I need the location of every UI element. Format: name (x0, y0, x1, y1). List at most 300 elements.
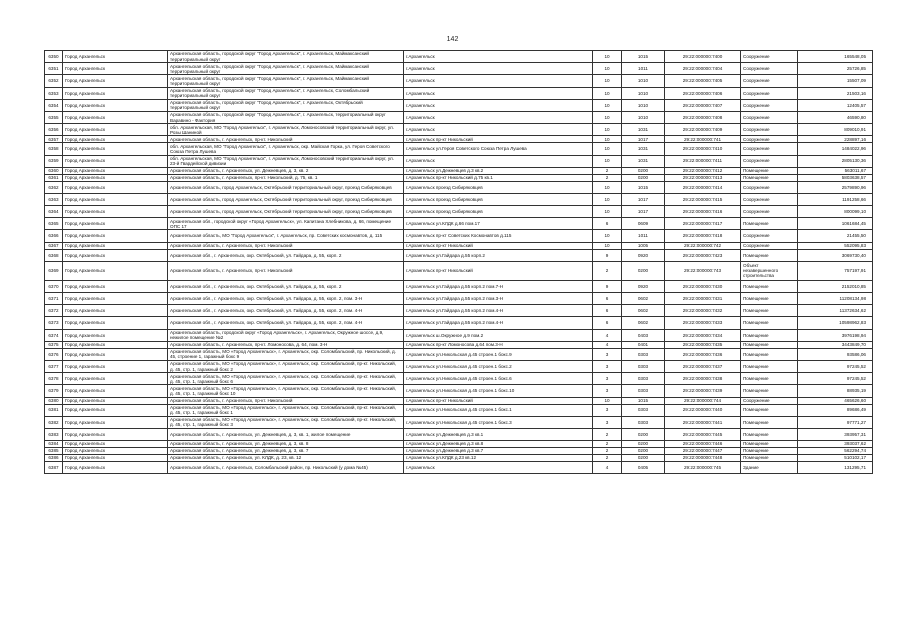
cadastral-number-cell: 29:22:000000:7409 (665, 124, 741, 136)
subgroup-code-cell: 0200 (622, 441, 665, 448)
location-cell: г.Архангельск ул.Дежневцев д.3 кв.2 (404, 167, 593, 174)
group-code-cell: 2 (593, 455, 622, 462)
municipality-cell: Город Архангельск (63, 348, 168, 360)
cadastral-value-cell: 3976198,94 (798, 329, 873, 341)
cadastral-number-cell: 29:22:000000:7400 (665, 51, 741, 63)
table-row (45, 397, 873, 404)
group-code-cell: 3 (593, 385, 622, 397)
location-cell: г.Архангельск пр-кт Никольский д.75 кв.1 (404, 174, 593, 181)
cadastral-value-cell: 1061684,45 (798, 218, 873, 230)
municipality-cell: Город Архангельск (63, 448, 168, 455)
cadastral-value-cell: 510102,17 (798, 455, 873, 462)
row-number-cell: 6363 (45, 193, 63, 205)
municipality-cell: Город Архангельск (63, 206, 168, 218)
cadastral-number-cell: 29:22:000000:7412 (665, 167, 741, 174)
group-code-cell: 10 (593, 181, 622, 193)
location-cell: г.Архангельск (404, 462, 593, 474)
table-row (45, 428, 873, 440)
subgroup-code-cell: 0602 (622, 293, 665, 305)
municipality-cell: Город Архангельск (63, 51, 168, 63)
subgroup-code-cell: 0303 (622, 385, 665, 397)
row-number-cell: 6368 (45, 249, 63, 261)
municipality-cell: Город Архангельск (63, 124, 168, 136)
cadastral-number-cell: 29:22:000000:7416 (665, 206, 741, 218)
location-cell: г.Архангельск ул.Никольская д.45 строен.1 бокс.10 (404, 385, 593, 397)
group-code-cell: 2 (593, 261, 622, 280)
subgroup-code-cell: 0303 (622, 360, 665, 372)
municipality-cell: Город Архангельск (63, 167, 168, 174)
row-number-cell: 6370 (45, 280, 63, 292)
table-row (45, 373, 873, 385)
location-cell: г.Архангельск пр-кт Никольский (404, 242, 593, 249)
row-number-cell: 6355 (45, 111, 63, 123)
location-cell: г.Архангельск (404, 51, 593, 63)
address-cell: Архангельская область, г. Архангельск, ул. Дежневцев, д. 3, кв. 7 (168, 448, 404, 455)
group-code-cell: 10 (593, 193, 622, 205)
address-cell: Архангельская область, город Архангельск, Октябрьский территориальный округ, проезд Сибиряковцев (168, 206, 404, 218)
cadastral-value-cell: 2579890,96 (798, 181, 873, 193)
group-code-cell: 10 (593, 206, 622, 218)
municipality-cell: Город Архангельск (63, 416, 168, 428)
table-row (45, 448, 873, 455)
table-row (45, 455, 873, 462)
cadastral-number-cell: 29:22:000000:7439 (665, 385, 741, 397)
address-cell: Архангельская область, МО «Город Архангельск», г. Архангельск, окр. Соломбальский, пр-кт. Никольский, д. 45, стр. 1, гаражный бокс 3 (168, 416, 404, 428)
address-cell: Архангельская область, г. Архангельск, пр-кт. Никольский (168, 242, 404, 249)
object-type-cell: Помещение (741, 341, 798, 348)
group-code-cell: 2 (593, 441, 622, 448)
cadastral-number-cell: 29:22:000000:7432 (665, 305, 741, 317)
cadastral-value-cell: 809010,91 (798, 124, 873, 136)
group-code-cell: 10 (593, 75, 622, 87)
municipality-cell: Город Архангельск (63, 218, 168, 230)
address-cell: обл. Архангельская, МО "Город Архангельск", г. Архангельск, Ломоносовский территориальный округ, ул. 23-й Гвардейской дивизии (168, 155, 404, 167)
group-code-cell: 10 (593, 51, 622, 63)
municipality-cell: Город Архангельск (63, 317, 168, 329)
cadastral-number-cell: 29:22:000000:7434 (665, 329, 741, 341)
row-number-cell: 6369 (45, 261, 63, 280)
municipality-cell: Город Архангельск (63, 455, 168, 462)
location-cell: г.Архангельск (404, 155, 593, 167)
object-type-cell: Помещение (741, 373, 798, 385)
cadastral-value-cell: 5803638,57 (798, 174, 873, 181)
cadastral-number-cell: 29:22:000000:7438 (665, 373, 741, 385)
subgroup-code-cell: 0602 (622, 305, 665, 317)
subgroup-code-cell: 1031 (622, 155, 665, 167)
cadastral-value-cell: 562294,74 (798, 448, 873, 455)
cadastral-number-cell: 29:22:000000:7436 (665, 348, 741, 360)
cadastral-number-cell: 29:22:000000:7430 (665, 280, 741, 292)
municipality-cell: Город Архангельск (63, 280, 168, 292)
cadastral-value-cell: 1191258,66 (798, 193, 873, 205)
subgroup-code-cell: 0200 (622, 448, 665, 455)
group-code-cell: 6 (593, 305, 622, 317)
object-type-cell: Помещение (741, 360, 798, 372)
subgroup-code-cell: 0200 (622, 167, 665, 174)
municipality-cell: Город Архангельск (63, 341, 168, 348)
table-row (45, 111, 873, 123)
location-cell: г.Архангельск (404, 75, 593, 87)
cadastral-value-cell: 97245,52 (798, 373, 873, 385)
municipality-cell: Город Архангельск (63, 193, 168, 205)
table-row (45, 329, 873, 341)
location-cell: г.Архангельск ул.Дежневцев д.3 кв.1 (404, 428, 593, 440)
location-cell: г.Архангельск проезд Сибиряковцев (404, 206, 593, 218)
address-cell: Архангельская область, г. Архангельск, ул. Дежневцев, д. 3, кв. 1, жилое помещение (168, 428, 404, 440)
cadastral-value-cell: 552095,83 (798, 242, 873, 249)
object-type-cell: Сооружение (741, 206, 798, 218)
cadastral-value-cell: 2805130,36 (798, 155, 873, 167)
object-type-cell: Помещение (741, 280, 798, 292)
subgroup-code-cell: 0303 (622, 416, 665, 428)
subgroup-code-cell: 1010 (622, 99, 665, 111)
object-type-cell: Помещение (741, 218, 798, 230)
municipality-cell: Город Архангельск (63, 249, 168, 261)
group-code-cell: 2 (593, 174, 622, 181)
subgroup-code-cell: 0303 (622, 373, 665, 385)
cadastral-value-cell: 131295,71 (798, 462, 873, 474)
cadastral-value-cell: 563011,67 (798, 167, 873, 174)
group-code-cell: 2 (593, 448, 622, 455)
cadastral-value-cell: 21503,16 (798, 87, 873, 99)
group-code-cell: 9 (593, 249, 622, 261)
table-row (45, 218, 873, 230)
subgroup-code-cell: 0303 (622, 348, 665, 360)
table-row (45, 305, 873, 317)
location-cell: г.Архангельск ул.Гайдара д.55 корп.2 пом.4-Н (404, 317, 593, 329)
row-number-cell: 6361 (45, 174, 63, 181)
table-row (45, 385, 873, 397)
cadastral-value-cell: 89686,49 (798, 404, 873, 416)
cadastral-value-cell: 88935,19 (798, 385, 873, 397)
object-type-cell: Помещение (741, 249, 798, 261)
cadastral-value-cell: 3443849,70 (798, 341, 873, 348)
table-row (45, 167, 873, 174)
object-type-cell: Помещение (741, 428, 798, 440)
table-row (45, 348, 873, 360)
table-row (45, 462, 873, 474)
group-code-cell: 10 (593, 63, 622, 75)
group-code-cell: 6 (593, 218, 622, 230)
location-cell: г.Архангельск пр-кт Советских Космонавтов д.115 (404, 230, 593, 242)
subgroup-code-cell: 1010 (622, 75, 665, 87)
table-row (45, 193, 873, 205)
row-number-cell: 6373 (45, 317, 63, 329)
address-cell: Архангельская обл., г. Архангельск, окр. Октябрьский, ул. Гайдара, д. 55, корп. 2, пом. 3-Н (168, 293, 404, 305)
row-number-cell: 6383 (45, 428, 63, 440)
subgroup-code-cell: 0609 (622, 218, 665, 230)
municipality-cell: Город Архангельск (63, 75, 168, 87)
address-cell: Архангельская область, городской округ "Город Архангельск", г. Архангельск, Соломбальский территориальный округ (168, 87, 404, 99)
cadastral-value-cell: 757197,91 (798, 261, 873, 280)
municipality-cell: Город Архангельск (63, 397, 168, 404)
cadastral-value-cell: 25726,85 (798, 63, 873, 75)
location-cell: г.Архангельск проезд Сибиряковцев (404, 193, 593, 205)
table-row (45, 143, 873, 155)
table-row (45, 360, 873, 372)
subgroup-code-cell: 1011 (622, 230, 665, 242)
cadastral-number-cell: 29:22:000000:7410 (665, 143, 741, 155)
row-number-cell: 6381 (45, 404, 63, 416)
object-type-cell: Помещение (741, 317, 798, 329)
cadastral-value-cell: 165548,05 (798, 51, 873, 63)
object-type-cell: Сооружение (741, 51, 798, 63)
group-code-cell: 3 (593, 360, 622, 372)
group-code-cell: 4 (593, 462, 622, 474)
cadastral-value-cell: 11372634,62 (798, 305, 873, 317)
subgroup-code-cell: 1010 (622, 87, 665, 99)
row-number-cell: 6375 (45, 341, 63, 348)
municipality-cell: Город Архангельск (63, 261, 168, 280)
address-cell: Архангельская область, город Архангельск, Октябрьский территориальный округ, проезд Сибиряковцев (168, 193, 404, 205)
group-code-cell: 2 (593, 167, 622, 174)
cadastral-value-cell: 228897,16 (798, 136, 873, 143)
cadastral-number-cell: 29:22:000000:7447 (665, 448, 741, 455)
cadastral-number-cell: 29:22:000000:7405 (665, 75, 741, 87)
row-number-cell: 6365 (45, 218, 63, 230)
cadastral-value-cell: 97771,27 (798, 416, 873, 428)
subgroup-code-cell: 0401 (622, 341, 665, 348)
table-row (45, 181, 873, 193)
address-cell: обл. Архангельская, МО "Город Архангельск", г. Архангельск, окр. Майская Горка, ул. Героя Советского Союза Петра Лушева (168, 143, 404, 155)
cadastral-number-cell: 29:22:000000:7448 (665, 455, 741, 462)
cadastral-number-cell: 29:22:000000:7404 (665, 63, 741, 75)
row-number-cell: 6380 (45, 397, 63, 404)
location-cell: г.Архангельск пр-кт Никольский (404, 136, 593, 143)
address-cell: Архангельская область, городской округ "Город Архангельск", г. Архангельск, Маймаксанский территориальный округ (168, 63, 404, 75)
table-row (45, 63, 873, 75)
subgroup-code-cell: 0200 (622, 174, 665, 181)
object-type-cell: Сооружение (741, 99, 798, 111)
object-type-cell: Сооружение (741, 397, 798, 404)
municipality-cell: Город Архангельск (63, 111, 168, 123)
subgroup-code-cell: 1017 (622, 136, 665, 143)
municipality-cell: Город Архангельск (63, 230, 168, 242)
cadastral-value-cell: 93586,06 (798, 348, 873, 360)
cadastral-value-cell: 465626,60 (798, 397, 873, 404)
cadastral-value-cell: 97245,52 (798, 360, 873, 372)
cadastral-value-cell: 1484022,96 (798, 143, 873, 155)
location-cell: г.Архангельск проезд Сибиряковцев (404, 181, 593, 193)
address-cell: Архангельская область, г. Архангельск, ул. Дежневцев, д. 3, кв. 8 (168, 441, 404, 448)
object-type-cell: Помещение (741, 329, 798, 341)
row-number-cell: 6385 (45, 448, 63, 455)
row-number-cell: 6359 (45, 155, 63, 167)
location-cell: г.Архангельск пр-кт Никольский (404, 261, 593, 280)
address-cell: Архангельская область, г. Архангельск, пр-кт. Никольский (168, 136, 404, 143)
subgroup-code-cell: 0920 (622, 280, 665, 292)
location-cell: г.Архангельск ул.Никольская д.45 строен.1 бокс.1 (404, 404, 593, 416)
subgroup-code-cell: 0602 (622, 317, 665, 329)
group-code-cell: 6 (593, 317, 622, 329)
table-row (45, 174, 873, 181)
table-row (45, 242, 873, 249)
municipality-cell: Город Архангельск (63, 143, 168, 155)
location-cell: г.Архангельск ул.Никольская д.45 строен.1 бокс.6 (404, 373, 593, 385)
location-cell: г.Архангельск ул.Дежневцев д.3 кв.8 (404, 441, 593, 448)
group-code-cell: 2 (593, 428, 622, 440)
location-cell: г.Архангельск ул.Дежневцев д.3 кв.7 (404, 448, 593, 455)
municipality-cell: Город Архангельск (63, 99, 168, 111)
object-type-cell: Помещение (741, 348, 798, 360)
page-number: 142 (446, 36, 459, 43)
address-cell: Архангельская область, г. Архангельск, пр-кт. Никольский (168, 397, 404, 404)
location-cell: г.Архангельск ул.Гайдара д.55 корп.2 пом.3-Н (404, 293, 593, 305)
location-cell: г.Архангельск ш.Окружное д.9 пом.2 (404, 329, 593, 341)
row-number-cell: 6384 (45, 441, 63, 448)
cadastral-value-cell: 10598962,83 (798, 317, 873, 329)
municipality-cell: Город Архангельск (63, 360, 168, 372)
table-row (45, 404, 873, 416)
location-cell: г.Архангельск ул.КЛДК д.23 кв.12 (404, 455, 593, 462)
address-cell: Архангельская область, МО "Город Архангельск", г. Архангельск, пр. Советских космонавтов, д. 115 (168, 230, 404, 242)
row-number-cell: 6357 (45, 136, 63, 143)
subgroup-code-cell: 1017 (622, 193, 665, 205)
address-cell: Архангельская область, городской округ «Город Архангельск», г. Архангельск, Окружное шоссе, д.9, нежилое помещение №2 (168, 329, 404, 341)
table-row (45, 280, 873, 292)
object-type-cell: Сооружение (741, 181, 798, 193)
cadastral-value-cell: 393957,31 (798, 428, 873, 440)
table-row (45, 441, 873, 448)
address-cell: Архангельская область, городской округ "Город Архангельск", г. Архангельск, Маймаксанский территориальный округ (168, 75, 404, 87)
object-type-cell: Сооружение (741, 193, 798, 205)
row-number-cell: 6382 (45, 416, 63, 428)
cadastral-number-cell: 29:22:000000:7440 (665, 404, 741, 416)
group-code-cell: 3 (593, 348, 622, 360)
group-code-cell: 10 (593, 155, 622, 167)
row-number-cell: 6376 (45, 348, 63, 360)
table-row (45, 87, 873, 99)
row-number-cell: 6356 (45, 124, 63, 136)
address-cell: Архангельская область, МО «Город Архангельск», г. Архангельск, окр. Соломбальский, пр-кт. Никольский, д. 45, стр. 1, гаражный бокс 2 (168, 360, 404, 372)
municipality-cell: Город Архангельск (63, 441, 168, 448)
address-cell: Архангельская область, г. Архангельск, ул. КЛДК, д. 23, кв. 12 (168, 455, 404, 462)
municipality-cell: Город Архангельск (63, 87, 168, 99)
address-cell: Архангельская область, МО «Город Архангельск», г. Архангельск, окр. Соломбальский, пр-кт. Никольский, д. 45, стр. 1, гаражный бокс 10 (168, 385, 404, 397)
object-type-cell: Помещение (741, 385, 798, 397)
group-code-cell: 10 (593, 230, 622, 242)
group-code-cell: 9 (593, 280, 622, 292)
municipality-cell: Город Архангельск (63, 428, 168, 440)
subgroup-code-cell: 1017 (622, 206, 665, 218)
cadastral-number-cell: 29:22:000000:7417 (665, 218, 741, 230)
subgroup-code-cell: 0405 (622, 462, 665, 474)
table-row (45, 51, 873, 63)
location-cell: г.Архангельск ул.Никольская д.45 строен.1 бокс.3 (404, 416, 593, 428)
object-type-cell: Сооружение (741, 230, 798, 242)
row-number-cell: 6367 (45, 242, 63, 249)
subgroup-code-cell: 0200 (622, 455, 665, 462)
object-type-cell: Помещение (741, 167, 798, 174)
row-number-cell: 6372 (45, 305, 63, 317)
municipality-cell: Город Архангельск (63, 462, 168, 474)
group-code-cell: 10 (593, 99, 622, 111)
cadastral-number-cell: 29:22:000000:7406 (665, 87, 741, 99)
row-number-cell: 6386 (45, 455, 63, 462)
cadastral-number-cell: 29:22:000000:744 (665, 397, 741, 404)
location-cell: г.Архангельск ул.Гайдара д.55 корп.2 пом.7-Н (404, 280, 593, 292)
location-cell: г.Архангельск пр-кт Ломоносова д.64 пом.3-Н (404, 341, 593, 348)
row-number-cell: 6378 (45, 373, 63, 385)
table-row (45, 155, 873, 167)
location-cell: г.Архангельск ул.Гайдара д.55 корп.2 пом.4-Н (404, 305, 593, 317)
address-cell: Архангельская обл., г. Архангельск, окр. Октябрьский, ул. Гайдара, д. 55, корп. 2, пом. 4-Н (168, 305, 404, 317)
cadastral-value-cell: 11208134,98 (798, 293, 873, 305)
location-cell: г.Архангельск (404, 124, 593, 136)
row-number-cell: 6358 (45, 143, 63, 155)
cadastral-number-cell: 29:22:000000:7413 (665, 174, 741, 181)
object-type-cell: Сооружение (741, 242, 798, 249)
object-type-cell: Помещение (741, 305, 798, 317)
location-cell: г.Архангельск пр-кт Никольский (404, 397, 593, 404)
location-cell: г.Архангельск (404, 99, 593, 111)
cadastral-value-cell: 2152010,85 (798, 280, 873, 292)
object-type-cell: Сооружение (741, 136, 798, 143)
group-code-cell: 10 (593, 242, 622, 249)
group-code-cell: 10 (593, 136, 622, 143)
table-row (45, 416, 873, 428)
object-type-cell: Сооружение (741, 75, 798, 87)
location-cell: г.Архангельск ул.Гайдара д.55 корп.2 (404, 249, 593, 261)
object-type-cell: Сооружение (741, 87, 798, 99)
object-type-cell: Помещение (741, 404, 798, 416)
row-number-cell: 6374 (45, 329, 63, 341)
cadastral-value-cell: 393037,62 (798, 441, 873, 448)
row-number-cell: 6351 (45, 63, 63, 75)
table-row (45, 230, 873, 242)
object-type-cell: Помещение (741, 416, 798, 428)
row-number-cell: 6352 (45, 75, 63, 87)
subgroup-code-cell: 0920 (622, 249, 665, 261)
address-cell: Архангельская область, МО «Город Архангельск», г. Архангельск, окр. Соломбальский, пр. Никольский, д. 45, строение 1, гаражный бокс 9 (168, 348, 404, 360)
cadastral-number-cell: 29:22:000000:7435 (665, 341, 741, 348)
cadastral-number-cell: 29:22:000000:742 (665, 242, 741, 249)
row-number-cell: 6362 (45, 181, 63, 193)
table-row (45, 249, 873, 261)
municipality-cell: Город Архангельск (63, 155, 168, 167)
cadastral-number-cell: 29:22:000000:743 (665, 261, 741, 280)
row-number-cell: 6377 (45, 360, 63, 372)
municipality-cell: Город Архангельск (63, 174, 168, 181)
address-cell: Архангельская область, город Архангельск, Октябрьский территориальный округ, проезд Сибиряковцев (168, 181, 404, 193)
group-code-cell: 10 (593, 87, 622, 99)
object-type-cell: Помещение (741, 441, 798, 448)
location-cell: г.Архангельск (404, 63, 593, 75)
object-type-cell: Сооружение (741, 63, 798, 75)
address-cell: Архангельская обл., г. Архангельск, окр. Октябрьский, ул. Гайдара, д. 55, корп. 2, пом. 4-Н (168, 317, 404, 329)
row-number-cell: 6360 (45, 167, 63, 174)
subgroup-code-cell: 1010 (622, 111, 665, 123)
group-code-cell: 10 (593, 124, 622, 136)
address-cell: Архангельская область, г. Архангельск, пр-кт. Никольский (168, 261, 404, 280)
location-cell: г.Архангельск ул.Героя Советского Союза Петра Лушева (404, 143, 593, 155)
group-code-cell: 3 (593, 416, 622, 428)
table-row (45, 136, 873, 143)
location-cell: г.Архангельск ул.Никольская д.45 строен.1 бокс.2 (404, 360, 593, 372)
municipality-cell: Город Архангельск (63, 305, 168, 317)
cadastral-number-cell: 29:22:000000:7414 (665, 181, 741, 193)
table-row (45, 261, 873, 280)
location-cell: г.Архангельск (404, 87, 593, 99)
object-type-cell: Сооружение (741, 124, 798, 136)
row-number-cell: 6387 (45, 462, 63, 474)
cadastral-number-cell: 29:22:000000:745 (665, 462, 741, 474)
cadastral-number-cell: 29:22:000000:7407 (665, 99, 741, 111)
cadastral-number-cell: 29:22:000000:7431 (665, 293, 741, 305)
row-number-cell: 6371 (45, 293, 63, 305)
cadastral-number-cell: 29:22:000000:7415 (665, 193, 741, 205)
table-row (45, 206, 873, 218)
